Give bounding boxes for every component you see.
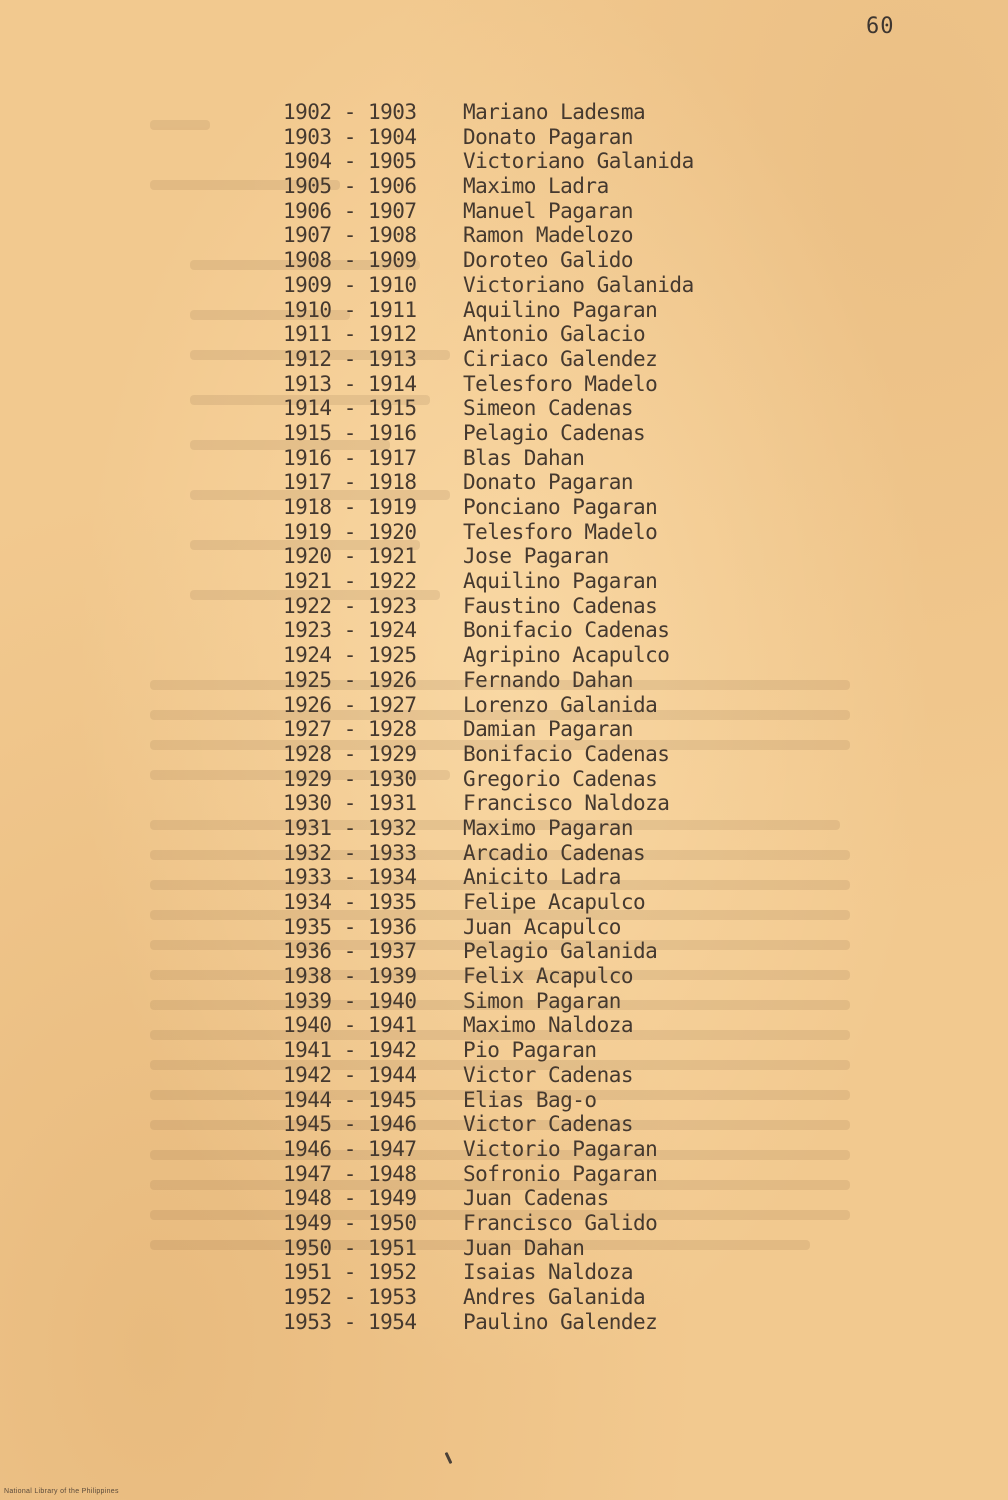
official-row (283, 1236, 694, 1261)
official-name: Bonifacio Cadenas (463, 741, 670, 766)
official-row (283, 1285, 694, 1310)
term-years: 1944 - 1945 (283, 1087, 417, 1112)
official-name: Isaias Naldoza (463, 1260, 634, 1285)
official-name: Victor Cadenas (463, 1112, 634, 1137)
official-name: Andres Galanida (463, 1285, 646, 1309)
official-row (283, 791, 694, 816)
term-years: 1906 - 1907 (283, 198, 417, 223)
official-row (283, 964, 694, 989)
official-name: Ponciano Pagaran (463, 495, 658, 519)
page-number: 60 (866, 14, 895, 39)
term-years: 1904 - 1905 (283, 149, 417, 174)
official-row (283, 717, 694, 742)
term-years: 1918 - 1919 (283, 495, 417, 519)
official-row (283, 273, 694, 298)
official-name: Anicito Ladra (463, 865, 621, 890)
official-name: Bonifacio Cadenas (463, 618, 670, 643)
official-row (283, 544, 694, 569)
official-name: Elias Bag-o (463, 1087, 597, 1112)
official-row (283, 668, 694, 693)
term-years: 1951 - 1952 (283, 1260, 417, 1285)
term-years: 1903 - 1904 (283, 124, 417, 149)
term-years: 1930 - 1931 (283, 791, 417, 816)
official-name: Faustino Cadenas (463, 593, 658, 618)
official-name: Pio Pagaran (463, 1038, 597, 1063)
official-name: Mariano Ladesma (463, 100, 646, 124)
official-row (283, 618, 694, 643)
official-name: Juan Dahan (463, 1235, 585, 1260)
term-years: 1910 - 1911 (283, 297, 417, 322)
official-row (283, 298, 694, 323)
official-row (283, 890, 694, 915)
official-name: Victoriano Galanida (463, 272, 694, 297)
official-row (283, 594, 694, 619)
term-years: 1917 - 1918 (283, 470, 417, 495)
official-row (283, 989, 694, 1014)
term-years: 1922 - 1923 (283, 593, 417, 618)
term-years: 1921 - 1922 (283, 569, 417, 594)
official-row (283, 1013, 694, 1038)
official-name: Aquilino Pagaran (463, 297, 658, 322)
term-years: 1938 - 1939 (283, 964, 417, 989)
term-years: 1932 - 1933 (283, 840, 417, 865)
official-name: Maximo Naldoza (463, 1013, 634, 1038)
official-name: Ciriaco Galendez (463, 346, 658, 371)
official-row (283, 742, 694, 767)
term-years: 1920 - 1921 (283, 544, 417, 569)
official-name: Lorenzo Galanida (463, 692, 658, 717)
official-row (283, 495, 694, 520)
bleed-through-line (150, 120, 210, 130)
official-name: Doroteo Galido (463, 248, 634, 273)
term-years: 1926 - 1927 (283, 692, 417, 717)
official-row (283, 1162, 694, 1187)
official-row (283, 199, 694, 224)
official-name: Telesforo Madelo (463, 371, 658, 396)
term-years: 1913 - 1914 (283, 371, 417, 396)
term-years: 1911 - 1912 (283, 322, 417, 347)
official-row (283, 1260, 694, 1285)
official-name: Pelagio Galanida (463, 939, 658, 964)
term-years: 1939 - 1940 (283, 988, 417, 1013)
term-years: 1949 - 1950 (283, 1210, 417, 1235)
term-years: 1934 - 1935 (283, 890, 417, 914)
official-row (283, 841, 694, 866)
official-row (283, 520, 694, 545)
pen-mark (445, 1452, 453, 1464)
official-name: Juan Cadenas (463, 1186, 609, 1211)
official-name: Pelagio Cadenas (463, 420, 646, 445)
official-name: Maximo Pagaran (463, 815, 634, 840)
official-row (283, 569, 694, 594)
official-row (283, 1211, 694, 1236)
official-row (283, 1186, 694, 1211)
official-name: Arcadio Cadenas (463, 840, 646, 865)
term-years: 1914 - 1915 (283, 396, 417, 421)
official-row (283, 693, 694, 718)
official-name: Victorio Pagaran (463, 1136, 658, 1161)
term-years: 1915 - 1916 (283, 420, 417, 445)
official-name: Antonio Galacio (463, 322, 646, 347)
official-name: Damian Pagaran (463, 717, 634, 742)
term-years: 1935 - 1936 (283, 914, 417, 939)
official-row (283, 865, 694, 890)
official-row (283, 446, 694, 471)
official-name: Simeon Cadenas (463, 396, 634, 421)
official-name: Simon Pagaran (463, 988, 621, 1013)
official-row (283, 470, 694, 495)
official-row (283, 1088, 694, 1113)
official-name: Fernando Dahan (463, 667, 634, 692)
official-name: Blas Dahan (463, 445, 585, 470)
official-name: Donato Pagaran (463, 470, 634, 495)
official-row (283, 1112, 694, 1137)
term-years: 1931 - 1932 (283, 815, 417, 840)
term-years: 1916 - 1917 (283, 445, 417, 470)
term-years: 1953 - 1954 (283, 1309, 417, 1334)
term-years: 1927 - 1928 (283, 717, 417, 742)
official-row (283, 1137, 694, 1162)
official-name: Felix Acapulco (463, 964, 634, 989)
term-years: 1947 - 1948 (283, 1161, 417, 1186)
term-years: 1928 - 1929 (283, 741, 417, 766)
official-row (283, 322, 694, 347)
term-years: 1942 - 1944 (283, 1062, 417, 1087)
official-name: Manuel Pagaran (463, 198, 634, 223)
official-row (283, 1063, 694, 1088)
term-years: 1902 - 1903 (283, 100, 417, 124)
officials-list (283, 100, 694, 1334)
official-name: Juan Acapulco (463, 914, 621, 939)
official-row (283, 643, 694, 668)
term-years: 1952 - 1953 (283, 1285, 417, 1309)
official-row (283, 248, 694, 273)
term-years: 1924 - 1925 (283, 643, 417, 668)
footer-credit: National Library of the Philippines (4, 1488, 119, 1495)
term-years: 1941 - 1942 (283, 1038, 417, 1063)
official-row (283, 347, 694, 372)
official-name: Gregorio Cadenas (463, 766, 658, 791)
official-row (283, 1310, 694, 1335)
official-name: Victoriano Galanida (463, 149, 694, 174)
term-years: 1919 - 1920 (283, 519, 417, 544)
official-name: Aquilino Pagaran (463, 569, 658, 594)
official-name: Felipe Acapulco (463, 890, 646, 914)
official-row (283, 915, 694, 940)
term-years: 1929 - 1930 (283, 766, 417, 791)
term-years: 1946 - 1947 (283, 1136, 417, 1161)
official-name: Jose Pagaran (463, 544, 609, 569)
official-name: Donato Pagaran (463, 124, 634, 149)
official-row (283, 816, 694, 841)
official-name: Victor Cadenas (463, 1062, 634, 1087)
official-row (283, 372, 694, 397)
official-row (283, 421, 694, 446)
official-row (283, 174, 694, 199)
term-years: 1948 - 1949 (283, 1186, 417, 1211)
term-years: 1907 - 1908 (283, 223, 417, 248)
official-name: Maximo Ladra (463, 174, 609, 199)
term-years: 1909 - 1910 (283, 272, 417, 297)
official-name: Telesforo Madelo (463, 519, 658, 544)
official-name: Francisco Galido (463, 1210, 658, 1235)
official-row (283, 767, 694, 792)
official-row (283, 125, 694, 150)
official-row (283, 149, 694, 174)
official-name: Ramon Madelozo (463, 223, 634, 248)
official-name: Agripino Acapulco (463, 643, 670, 668)
term-years: 1936 - 1937 (283, 939, 417, 964)
term-years: 1923 - 1924 (283, 618, 417, 643)
term-years: 1905 - 1906 (283, 174, 417, 199)
term-years: 1940 - 1941 (283, 1013, 417, 1038)
term-years: 1925 - 1926 (283, 667, 417, 692)
official-name: Paulino Galendez (463, 1309, 658, 1334)
term-years: 1950 - 1951 (283, 1235, 417, 1260)
official-row (283, 396, 694, 421)
official-row (283, 939, 694, 964)
term-years: 1933 - 1934 (283, 865, 417, 890)
term-years: 1908 - 1909 (283, 248, 417, 273)
official-name: Francisco Naldoza (463, 791, 670, 816)
official-row (283, 223, 694, 248)
term-years: 1945 - 1946 (283, 1112, 417, 1137)
official-row (283, 1038, 694, 1063)
official-name: Sofronio Pagaran (463, 1161, 658, 1186)
term-years: 1912 - 1913 (283, 346, 417, 371)
official-row (283, 100, 694, 125)
